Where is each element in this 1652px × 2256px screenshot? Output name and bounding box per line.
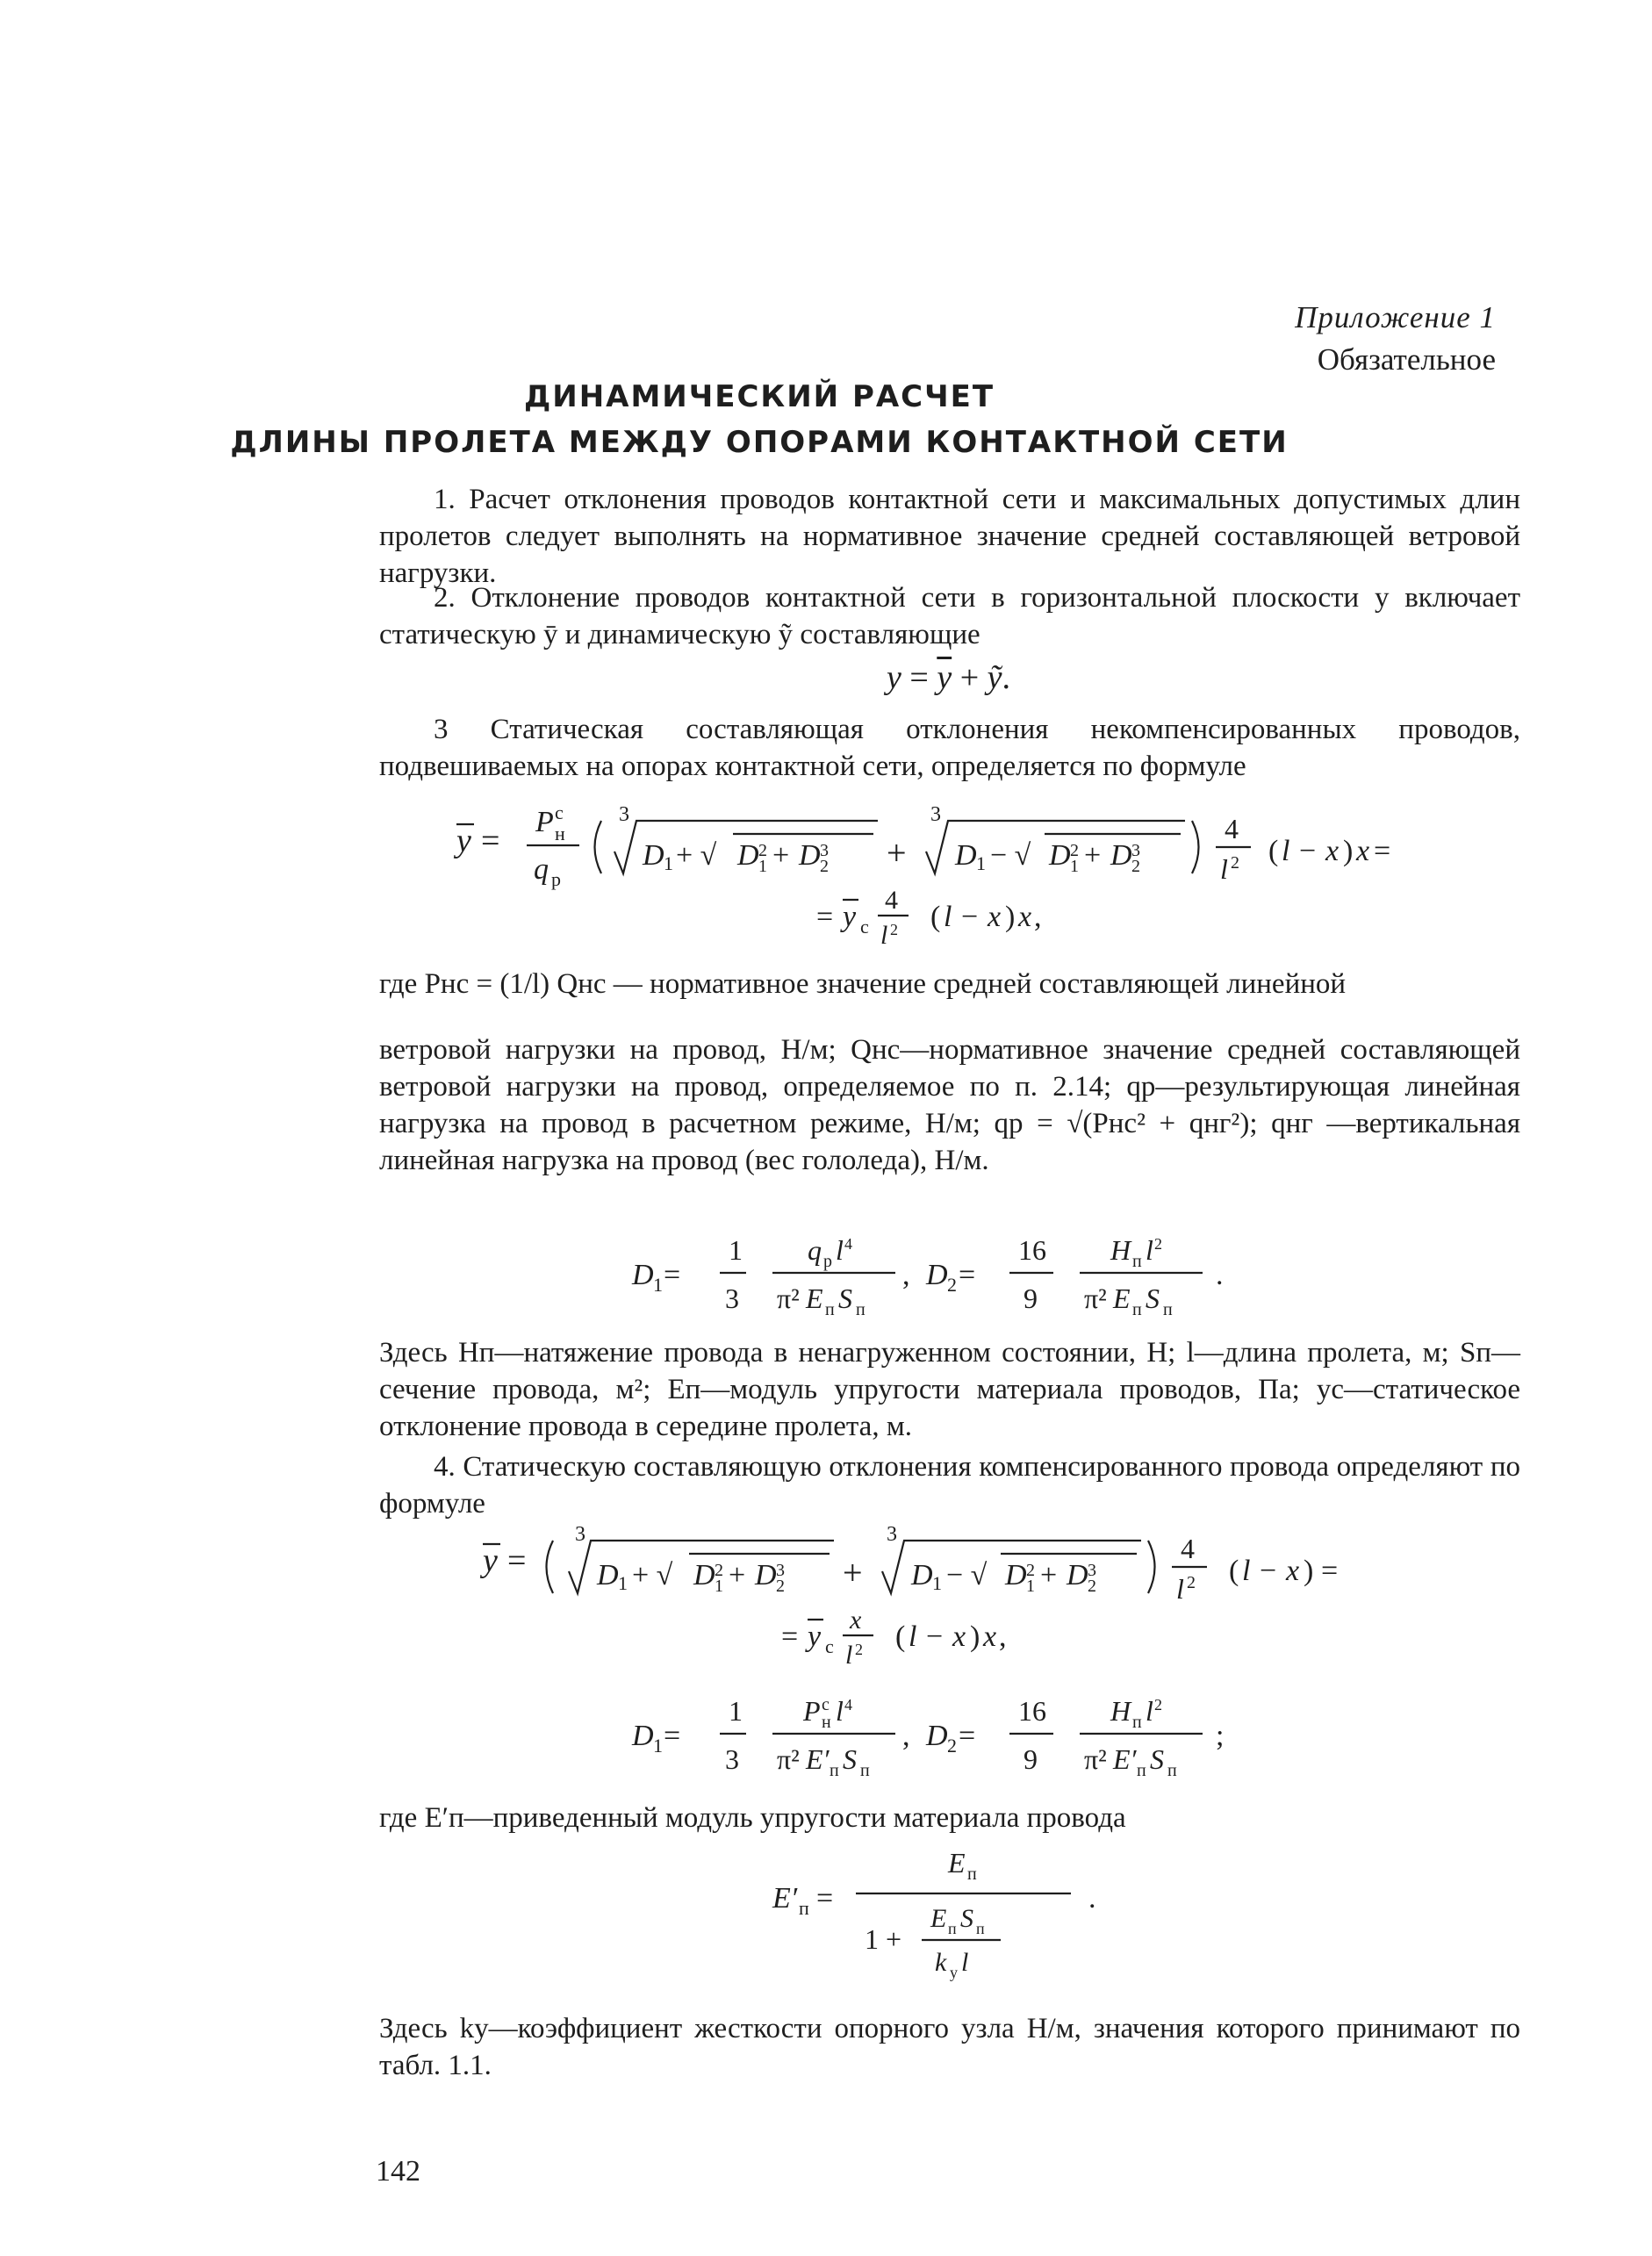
formula-d1-d2-compensated (632, 1685, 1334, 1782)
svg-text:D: D (955, 839, 977, 872)
svg-text:x: x (1018, 901, 1032, 933)
svg-text:9: 9 (1024, 1282, 1038, 1314)
svg-text:D: D (643, 839, 664, 872)
svg-text:=: = (816, 1882, 834, 1915)
svg-text:,: , (1034, 901, 1042, 933)
svg-text:y: y (483, 1542, 498, 1579)
svg-text:D: D (737, 839, 759, 872)
svg-text:у: у (950, 1964, 958, 1981)
svg-text:q: q (534, 853, 549, 886)
svg-text:=: = (1321, 1555, 1339, 1587)
svg-text:п: п (967, 1864, 977, 1884)
svg-text:н: н (822, 1713, 831, 1732)
svg-text:c: c (555, 801, 564, 823)
paragraph-4: 4. Статическую составляющую отклонения компенсированного провода определяют по формуле (379, 1451, 1520, 1520)
svg-text:+ √: + √ (632, 1559, 673, 1591)
svg-text:l: l (845, 1641, 853, 1670)
svg-text:): ) (1343, 835, 1354, 867)
svg-text:=: = (664, 1259, 681, 1291)
page-number: 142 (376, 2155, 420, 2188)
svg-text:P: P (803, 1695, 821, 1727)
svg-text:,: , (902, 1259, 910, 1291)
svg-text:c: c (825, 1635, 834, 1657)
svg-text:п: п (860, 1761, 870, 1780)
svg-text:п: п (1137, 1761, 1146, 1780)
svg-text:(: ( (1268, 835, 1279, 867)
svg-text:1: 1 (1026, 1577, 1035, 1596)
svg-text:3: 3 (725, 1743, 739, 1775)
svg-text:9: 9 (1024, 1743, 1038, 1775)
svg-text:1: 1 (932, 1572, 942, 1594)
paragraph-3: 3 Статическая составляющая отклонения некомпенсированных проводов, подвешиваемых на опорах контактной сети, определяется по формуле (379, 714, 1520, 782)
svg-text:3: 3 (575, 1523, 585, 1546)
svg-text:п: п (1132, 1300, 1142, 1319)
svg-text:l: l (1176, 1573, 1184, 1605)
svg-text:р: р (823, 1252, 832, 1271)
paragraph-4-here: Здесь kу—коэффициент жесткости опорного узла Н/м, значения которого принимают по табл. 1.1. (379, 2013, 1520, 2081)
svg-text:x: x (1356, 835, 1370, 867)
svg-text:H: H (1110, 1234, 1131, 1266)
svg-text:c: c (860, 916, 869, 938)
paragraph-2: 2. Отклонение проводов контактной сети в горизонтальной плоскости y включает статическую ȳ и динамическую ỹ составляющие (379, 582, 1520, 650)
svg-text:3: 3 (619, 803, 629, 826)
formula-e-reduced (772, 1839, 1176, 1988)
svg-text:1: 1 (729, 1695, 743, 1727)
paragraph-4-where: где E′п—приведенный модуль упругости материала провода (379, 1802, 1126, 1834)
svg-text:D: D (693, 1559, 715, 1591)
svg-text:1: 1 (664, 852, 673, 874)
svg-text:D: D (926, 1259, 948, 1291)
svg-text:l: l (1146, 1695, 1153, 1727)
svg-text:п: п (856, 1300, 866, 1319)
svg-text:E: E (948, 1847, 966, 1879)
svg-text:x: x (988, 901, 1002, 933)
svg-text:2: 2 (1187, 1573, 1196, 1592)
svg-text:1: 1 (653, 1274, 663, 1296)
svg-text:=: = (481, 823, 500, 859)
svg-text:1: 1 (976, 852, 986, 874)
svg-text:1 +: 1 + (865, 1923, 902, 1955)
svg-text:E′: E′ (806, 1743, 830, 1775)
svg-text:π²: π² (1084, 1743, 1107, 1775)
svg-text:2: 2 (1070, 841, 1079, 860)
svg-text:2: 2 (715, 1561, 723, 1580)
svg-text:2: 2 (947, 1274, 957, 1296)
paragraph-3-definitions: ветровой нагрузки на провод, Н/м; Qнс—нормативное значение средней составляющей ветровой нагрузки на провод, определяемое по п. 2.14; qр—результирующая линейная нагрузка на провод в расчетном режиме, Н/м; qр = √(Pнс² + qнг²); qнг —вертикальная линейная нагрузка на провод (вес гололеда), Н/м. (379, 1034, 1520, 1176)
svg-text:=: = (816, 901, 834, 933)
svg-text:x: x (952, 1620, 966, 1653)
svg-text:4: 4 (844, 1696, 852, 1714)
title-line-2: ДЛИНЫ ПРОЛЕТА МЕЖДУ ОПОРАМИ КОНТАКТНОЙ СЕТИ (230, 425, 1289, 460)
formula-d1-d2-uncompensated (632, 1225, 1334, 1321)
svg-text:3: 3 (1131, 841, 1140, 860)
svg-text:3: 3 (776, 1561, 785, 1580)
svg-text:=: = (959, 1720, 976, 1752)
annex-label: Приложение 1 (1295, 300, 1496, 334)
svg-text:1: 1 (729, 1234, 743, 1266)
formula-y-static-uncompensated (439, 786, 1492, 952)
svg-text:+: + (1040, 1559, 1058, 1591)
svg-text:+: + (887, 833, 907, 873)
svg-text:l: l (836, 1695, 844, 1727)
svg-text:x: x (850, 1606, 862, 1635)
svg-text:=: = (781, 1620, 799, 1653)
svg-text:1: 1 (653, 1735, 663, 1757)
svg-text:− √: − √ (946, 1559, 988, 1591)
formula-y-static-compensated (456, 1505, 1466, 1672)
svg-text:l: l (1242, 1555, 1251, 1587)
svg-text:16: 16 (1018, 1695, 1046, 1727)
svg-text:D: D (1110, 839, 1132, 872)
svg-text:1: 1 (618, 1572, 628, 1594)
svg-text:2: 2 (758, 841, 767, 860)
svg-text:;: ; (1216, 1720, 1225, 1752)
svg-text:D: D (926, 1720, 948, 1752)
svg-text:D: D (632, 1259, 654, 1291)
svg-text:3: 3 (820, 841, 829, 860)
svg-text:x: x (983, 1620, 997, 1653)
svg-text:y: y (808, 1620, 822, 1653)
svg-text:1: 1 (715, 1577, 723, 1596)
svg-text:π²: π² (777, 1282, 800, 1314)
svg-text:−: − (961, 901, 979, 933)
svg-text:=: = (1374, 835, 1391, 867)
svg-text:+: + (729, 1559, 746, 1591)
svg-text:3: 3 (930, 803, 941, 826)
svg-text:l: l (961, 1948, 969, 1977)
svg-text:,: , (902, 1720, 910, 1752)
svg-text:.: . (1216, 1259, 1224, 1291)
svg-text:D: D (1067, 1559, 1088, 1591)
svg-text:l: l (1282, 835, 1290, 867)
svg-text:+ √: + √ (676, 839, 717, 872)
svg-text:п: п (1132, 1713, 1142, 1732)
svg-text:4: 4 (1181, 1533, 1195, 1564)
svg-text:): ) (1005, 901, 1016, 933)
svg-text:c: c (822, 1695, 830, 1714)
svg-text:D: D (755, 1559, 777, 1591)
svg-text:,: , (999, 1620, 1007, 1653)
svg-text:E: E (1113, 1282, 1131, 1314)
svg-text:2: 2 (1088, 1577, 1096, 1596)
svg-text:н: н (555, 823, 565, 844)
svg-text:(: ( (895, 1620, 906, 1653)
svg-text:1: 1 (1070, 857, 1079, 876)
svg-text:3: 3 (725, 1282, 739, 1314)
svg-text:S: S (838, 1282, 852, 1314)
svg-text:−: − (1260, 1555, 1277, 1587)
svg-text:=: = (507, 1542, 527, 1579)
svg-text:D: D (1005, 1559, 1027, 1591)
svg-text:E: E (930, 1904, 947, 1933)
svg-text:E′: E′ (772, 1882, 798, 1915)
svg-text:D: D (597, 1559, 619, 1591)
formula-y-total: $y = \overline{y}$ + ỹ. (887, 659, 1010, 696)
svg-text:π²: π² (777, 1743, 800, 1775)
svg-text:4: 4 (1225, 813, 1239, 844)
svg-text:+: + (1084, 839, 1102, 872)
svg-text:E: E (806, 1282, 823, 1314)
svg-text:E′: E′ (1113, 1743, 1137, 1775)
annex-status: Обязательное (1317, 342, 1496, 377)
svg-text:4: 4 (844, 1235, 852, 1253)
svg-text:l: l (880, 921, 888, 950)
svg-text:x: x (1325, 835, 1340, 867)
svg-text:2: 2 (1026, 1561, 1035, 1580)
svg-text:п: п (799, 1897, 809, 1919)
svg-text:п: п (830, 1761, 839, 1780)
svg-text:D: D (1049, 839, 1071, 872)
svg-text:2: 2 (890, 921, 898, 938)
svg-text:3: 3 (1088, 1561, 1096, 1580)
svg-text:2: 2 (947, 1735, 957, 1757)
svg-text:k: k (935, 1948, 947, 1977)
svg-text:=: = (959, 1259, 976, 1291)
svg-text:3: 3 (887, 1523, 897, 1546)
svg-text:2: 2 (1131, 857, 1140, 876)
paragraph-3-where: где Pнс = (1/l) Qнс — нормативное значение средней составляющей линейной (379, 968, 1347, 1000)
svg-text:S: S (843, 1743, 857, 1775)
title-line-1: ДИНАМИЧЕСКИЙ РАСЧЕТ (523, 379, 995, 414)
svg-text:п: п (825, 1300, 835, 1319)
svg-text:D: D (799, 839, 821, 872)
svg-text:(: ( (1229, 1555, 1239, 1587)
svg-text:р: р (551, 868, 561, 890)
svg-text:l: l (944, 901, 952, 933)
svg-text:.: . (1088, 1882, 1096, 1915)
svg-text:l: l (1220, 853, 1228, 885)
svg-text:x: x (1286, 1555, 1300, 1587)
svg-text:2: 2 (1154, 1235, 1162, 1253)
svg-text:2: 2 (1231, 853, 1239, 873)
svg-text:16: 16 (1018, 1234, 1046, 1266)
svg-text:q: q (808, 1234, 822, 1266)
svg-text:D: D (632, 1720, 654, 1752)
svg-text:π²: π² (1084, 1282, 1107, 1314)
svg-text:п: п (1167, 1761, 1177, 1780)
svg-text:2: 2 (776, 1577, 785, 1596)
svg-text:−: − (1299, 835, 1317, 867)
svg-text:D: D (911, 1559, 933, 1591)
svg-text:2: 2 (855, 1641, 863, 1658)
svg-text:P: P (535, 806, 554, 838)
svg-text:+: + (772, 839, 790, 872)
svg-text:п: п (1163, 1300, 1173, 1319)
svg-text:=: = (664, 1720, 681, 1752)
svg-text:2: 2 (820, 857, 829, 876)
svg-text:y: y (843, 901, 857, 933)
svg-text:): ) (970, 1620, 980, 1653)
svg-text:S: S (1146, 1282, 1160, 1314)
svg-text:п: п (1132, 1252, 1142, 1271)
svg-text:l: l (909, 1620, 917, 1653)
svg-text:п: п (976, 1920, 985, 1937)
svg-text:H: H (1110, 1695, 1131, 1727)
paragraph-1: 1. Расчет отклонения проводов контактной сети и максимальных допустимых длин пролетов следует выполнять на нормативное значение средней составляющей ветровой нагрузки. (379, 484, 1520, 589)
svg-text:1: 1 (758, 857, 767, 876)
paragraph-3-here: Здесь Hп—натяжение провода в ненагруженном состоянии, Н; l—длина пролета, м; Sп—сечение провода, м²; Eп—модуль упругости материала проводов, Па; yс—статическое отклонение провода в середине пролета, м. (379, 1337, 1520, 1442)
svg-text:S: S (960, 1904, 973, 1933)
svg-text:−: − (926, 1620, 944, 1653)
svg-text:l: l (836, 1234, 844, 1266)
svg-text:S: S (1150, 1743, 1164, 1775)
svg-text:− √: − √ (990, 839, 1031, 872)
svg-text:п: п (948, 1920, 957, 1937)
svg-text:+: + (843, 1553, 863, 1592)
svg-text:y: y (456, 823, 471, 859)
svg-text:): ) (1304, 1555, 1314, 1587)
svg-text:4: 4 (885, 886, 898, 915)
svg-text:l: l (1146, 1234, 1153, 1266)
svg-text:(: ( (930, 901, 941, 933)
svg-text:2: 2 (1154, 1696, 1162, 1714)
annex-header (1295, 297, 1496, 381)
